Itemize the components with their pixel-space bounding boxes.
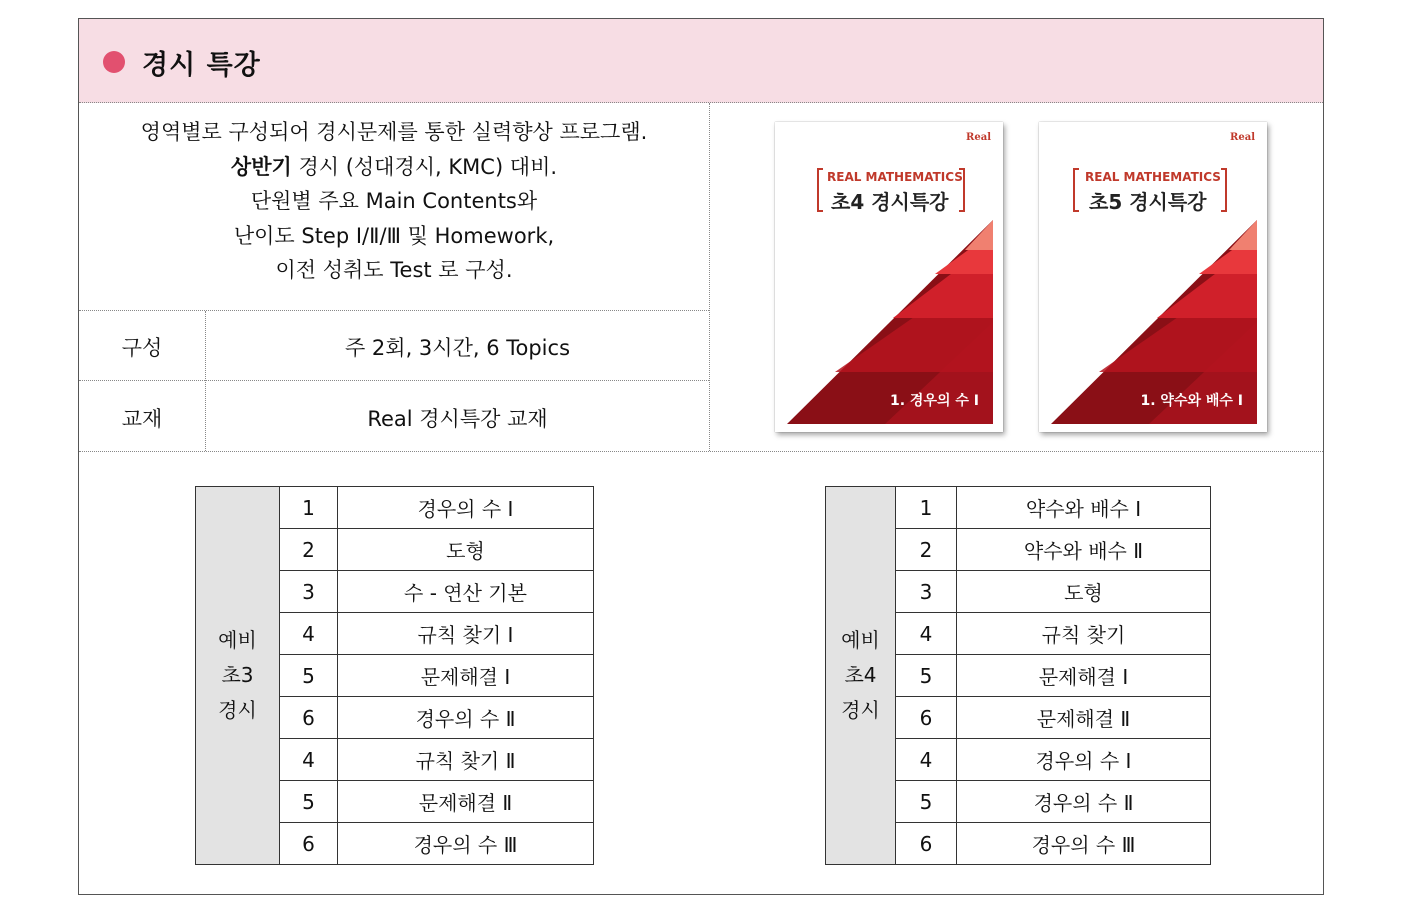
book-series: REAL MATHEMATICS	[1085, 170, 1221, 184]
divider	[79, 451, 1323, 452]
session-number: 3	[896, 571, 957, 613]
topic-cell: 규칙 찾기	[957, 613, 1211, 655]
topic-cell: 약수와 배수 Ⅱ	[957, 529, 1211, 571]
desc-line: 영역별로 구성되어 경시문제를 통한 실력향상 프로그램.	[140, 120, 648, 144]
session-number: 1	[896, 487, 957, 529]
book-logo: Real	[1230, 132, 1255, 143]
topic-cell: 경우의 수 Ⅲ	[957, 823, 1211, 865]
desc-line: 난이도 Step Ⅰ/Ⅱ/Ⅲ 및 Homework,	[233, 223, 555, 248]
section-header	[79, 19, 1323, 103]
group-label-line: 초3	[221, 663, 254, 687]
divider	[709, 103, 710, 451]
session-number: 5	[280, 655, 338, 697]
desc-bold: 상반기	[230, 154, 292, 179]
session-number: 4	[280, 739, 338, 781]
group-label-line: 경시	[841, 698, 880, 722]
session-number: 2	[896, 529, 957, 571]
book-triangle-art	[775, 122, 1003, 432]
textbook-value: Real 경시특강 교재	[367, 407, 548, 431]
desc-rest: 경시 (성대경시, KMC) 대비.	[291, 154, 558, 179]
divider	[79, 310, 709, 311]
session-number: 5	[896, 655, 957, 697]
group-label	[826, 487, 896, 865]
textbook-label: 교재	[121, 407, 163, 431]
session-number: 1	[280, 487, 338, 529]
group-label-line: 예비	[841, 628, 880, 652]
bullet-dot-icon	[103, 51, 125, 73]
session-number: 2	[280, 529, 338, 571]
topic-cell: 경우의 수 Ⅰ	[338, 487, 594, 529]
curriculum-table-left	[195, 486, 594, 865]
table-row	[826, 487, 1211, 529]
book-cover	[775, 122, 1003, 432]
divider	[79, 380, 709, 381]
book-logo: Real	[966, 132, 991, 143]
session-number: 6	[280, 697, 338, 739]
topic-cell: 문제해결 Ⅱ	[957, 697, 1211, 739]
session-number: 5	[896, 781, 957, 823]
topic-cell: 도형	[957, 571, 1211, 613]
session-number: 6	[896, 823, 957, 865]
curriculum-table-right	[825, 486, 1211, 865]
bracket-left-icon	[1073, 168, 1079, 212]
book-series: REAL MATHEMATICS	[827, 170, 963, 184]
group-label-line: 초4	[844, 663, 877, 687]
group-label	[196, 487, 280, 865]
topic-cell: 문제해결 Ⅱ	[338, 781, 594, 823]
session-number: 4	[896, 739, 957, 781]
session-number: 6	[896, 697, 957, 739]
composition-label: 구성	[121, 336, 163, 360]
bracket-left-icon	[817, 168, 823, 212]
composition-value: 주 2회, 3시간, 6 Topics	[344, 336, 571, 360]
topic-cell: 경우의 수 Ⅰ	[957, 739, 1211, 781]
group-label-line: 예비	[218, 628, 257, 652]
topic-cell: 경우의 수 Ⅱ	[338, 697, 594, 739]
group-label-line: 경시	[218, 698, 257, 722]
course-card	[78, 18, 1324, 895]
book-title: 초5 경시특강	[1089, 190, 1207, 214]
book-title: 초4 경시특강	[831, 190, 949, 214]
session-number: 3	[280, 571, 338, 613]
topic-cell: 경우의 수 Ⅱ	[957, 781, 1211, 823]
session-number: 6	[280, 823, 338, 865]
topic-cell: 문제해결 Ⅰ	[338, 655, 594, 697]
topic-cell: 규칙 찾기 Ⅱ	[338, 739, 594, 781]
desc-line: 단원별 주요 Main Contents와	[250, 189, 538, 213]
topic-cell: 도형	[338, 529, 594, 571]
table-row	[196, 487, 594, 529]
session-number: 5	[280, 781, 338, 823]
program-description	[79, 115, 709, 288]
book-cover	[1039, 122, 1267, 432]
topic-cell: 경우의 수 Ⅲ	[338, 823, 594, 865]
desc-line	[79, 150, 709, 185]
topic-cell: 약수와 배수 Ⅰ	[957, 487, 1211, 529]
desc-line: 이전 성취도 Test 로 구성.	[275, 258, 513, 282]
book-unit: 1. 경우의 수 Ⅰ	[890, 393, 979, 409]
topic-cell: 수 - 연산 기본	[338, 571, 594, 613]
section-title: 경시 특강	[142, 50, 261, 81]
session-number: 4	[280, 613, 338, 655]
topic-cell: 문제해결 Ⅰ	[957, 655, 1211, 697]
book-unit: 1. 약수와 배수 Ⅰ	[1140, 393, 1243, 409]
topic-cell: 규칙 찾기 Ⅰ	[338, 613, 594, 655]
bracket-right-icon	[1221, 168, 1227, 212]
session-number: 4	[896, 613, 957, 655]
